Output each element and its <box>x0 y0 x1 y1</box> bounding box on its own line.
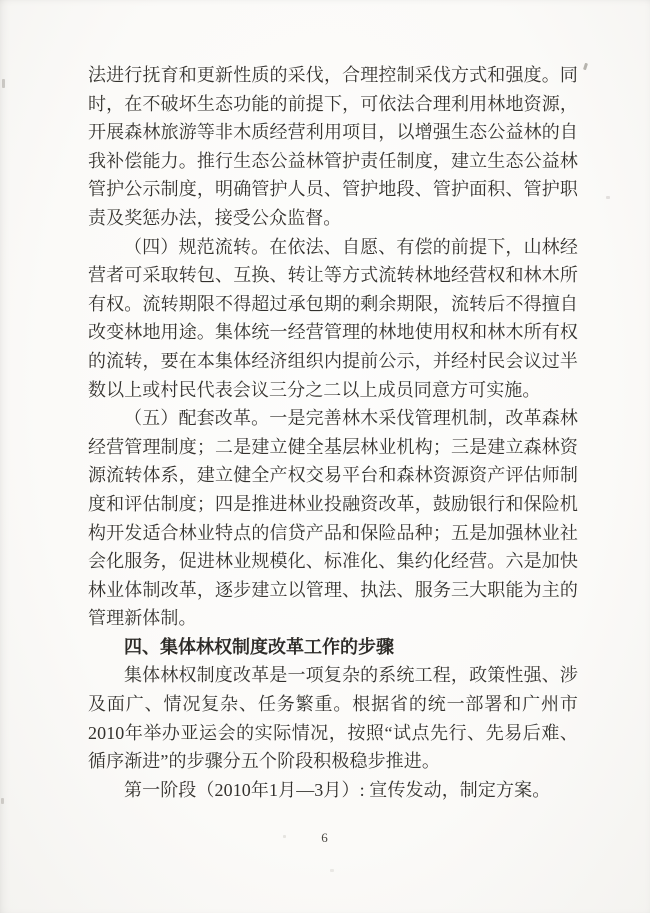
scan-artifact <box>1 798 4 804</box>
scan-artifact <box>283 835 286 838</box>
scan-artifact <box>2 79 5 88</box>
scan-artifact <box>583 63 588 71</box>
paragraph-phase-one: 第一阶段（2010年1月—3月）: 宣传发动，制定方案。 <box>124 779 551 800</box>
page-number: 6 <box>321 830 329 845</box>
scan-artifact <box>606 196 610 199</box>
paragraph-continuation: 法进行抚育和更新性质的采伐，合理控制采伐方式和强度。同时，在不破坏生态功能的前提下，可依法合理利用林地资源，开展森林旅游等非木质经营利用项目，以增强生态公益林的自我补偿能力。推行生态公益林管护责任制度，建立生态公益林管护公示制度，明确管护人员、管护地段、管护面积、管护职责及奖惩办法，接受公众监督。 <box>88 65 578 228</box>
paragraph-reform-overview: 集体林权制度改革是一项复杂的系统工程，政策性强、涉及面广、情况复杂、任务繁重。根据省的统一部署和广州市2010年举办亚运会的实际情况，按照“试点先行、先易后难、循序渐进”的步骤分五个阶段积极稳步推进。 <box>88 665 578 772</box>
scan-artifact <box>330 869 334 872</box>
document-text-block <box>88 61 578 804</box>
section-heading-reform-steps: 四、集体林权制度改革工作的步骤 <box>124 636 394 657</box>
paragraph-item-4-standardize-transfer: （四）规范流转。在依法、自愿、有偿的前提下，山林经营者可采取转包、互换、转让等方式流转林地经营权和林木所有权。流转期限不得超过承包期的剩余期限，流转后不得擅自改变林地用途。集体统一经营管理的林地使用权和林木所有权的流转，要在本集体经济组织内提前公示，并经村民会议过半数以上或村民代表会议三分之二以上成员同意方可实施。 <box>88 236 578 400</box>
paragraph-item-5-supporting-reforms: （五）配套改革。一是完善林木采伐管理机制，改革森林经营管理制度；二是建立健全基层林业机构；三是建立森林资源流转体系，建立健全产权交易平台和森林资源资产评估师制度和评估制度；四是推进林业投融资改革，鼓励银行和保险机构开发适合林业特点的信贷产品和保险品种；五是加强林业社会化服务，促进林业规模化、标准化、集约化经营。六是加快林业体制改革，逐步建立以管理、执法、服务三大职能为主的管理新体制。 <box>88 408 578 629</box>
